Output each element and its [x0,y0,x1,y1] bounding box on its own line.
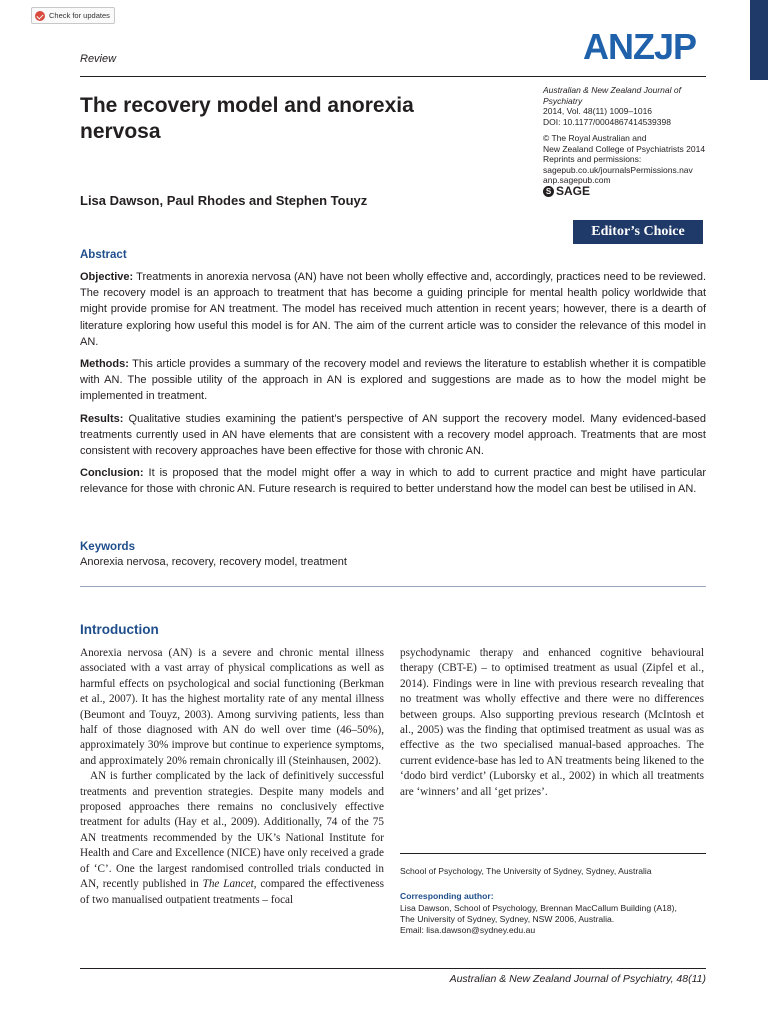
journal-meta [543,85,718,186]
abstract-objective [80,269,706,350]
methods-label: Methods: [80,358,129,371]
abstract-divider [80,586,706,587]
journal-color-bar [750,0,768,80]
intro-paragraph-2 [80,769,384,908]
affiliation-text: School of Psychology, The University of Sydney, Sydney, Australia [400,866,652,876]
sage-icon: S [543,186,554,197]
body-column-left [80,646,384,908]
keywords-text: Anorexia nervosa, recovery, recovery model, treatment [80,556,347,568]
intro-paragraph-1: Anorexia nervosa (AN) is a severe and chronic mental illness associated with a vast array of physical complications as well as harmful effects on psychological and social functioning (Berkman et al., 2007). It has the highest mortality rate of any mental illness (Beumont and Touyz, 2003). Among surviving patients, less than half of those diagnosed with AN do well over time (46–50%), approximately 30% improve but continue to experience symptoms, and approximately 20% remain chronically ill (Steinhausen, 2002). [80,647,384,767]
affiliation-divider [400,853,706,854]
abstract-methods [80,356,706,405]
abstract-heading: Abstract [80,249,127,261]
objective-label: Objective: [80,271,134,283]
publisher-name: SAGE [556,184,591,198]
keywords-heading: Keywords [80,541,135,553]
conclusion-label: Conclusion: [80,467,144,480]
intro-p2-text-a: AN is further complicated by the lack of definitively successful treatments and prevention strategies. Despite many models and proposed approaches there remains no conclusively effective treatment for adults (Hay et al., 2009). Additionally, 74 of the 75 AN treatments recommended by the UK’s National Institute for Health and Care and Excellence (NICE) have only received a grade of ‘C’. One the largest randomised controlled trials conducted in AN, recently published in [80,770,384,891]
introduction-heading: Introduction [80,622,159,637]
results-label: Results: [80,412,124,425]
corr-line-1: Lisa Dawson, School of Psychology, Brennan MacCallum Building (A18), [400,903,677,913]
intro-p2-journal: The Lancet [202,878,254,891]
journal-logo: ANZJP [583,26,697,67]
body-column-right [400,646,704,800]
corresponding-author-heading: Corresponding author: [400,891,494,901]
meta-journal: Australian & New Zealand Journal of Psychiatry [543,85,681,106]
meta-reprints-link[interactable]: sagepub.co.uk/journalsPermissions.nav [543,164,693,175]
meta-copyright-1: © The Royal Australian and [543,133,647,143]
page-footer: Australian & New Zealand Journal of Psychiatry, 48(11) [449,973,706,985]
editors-choice-badge: Editor’s Choice [573,220,703,244]
results-text: Qualitative studies examining the patient’s perspective of AN support the recovery model. Many evidenced-based treatments currently used in AN have elements that are consistent with a recovery model approach. Treatments that are most consistent with recovery approaches have been effective for those with chronic AN. [80,412,707,458]
corresponding-author [400,903,706,936]
abstract-conclusion [80,465,706,497]
conclusion-text: It is proposed that the model might offer a way in which to add to current practice and might have particular relevance for those with chronic AN. Future research is required to better understand how the model can best be utilised in AN. [80,467,706,496]
intro-p2-text-b: , compared the effectiveness of two manualised outpatient treatments – focal [80,878,384,906]
header-divider [80,76,706,77]
meta-doi[interactable]: DOI: 10.1177/0004867414539398 [543,116,671,127]
article-title: The recovery model and anorexia nervosa [80,94,414,143]
publisher-logo [543,184,590,198]
meta-site-link[interactable]: anp.sagepub.com [543,175,611,185]
check-circle-icon [35,11,45,21]
footer-divider [80,968,706,969]
check-for-updates-button[interactable] [31,7,115,24]
meta-reprints: Reprints and permissions: [543,154,642,164]
objective-text: Treatments in anorexia nervosa (AN) have not been wholly effective and, accordingly, practices need to be reviewed. The recovery model is an approach to treatment that has become a guiding principle for mental health policy worldwide that might provide promise for AN treatment. The model has received much attention in recent years; however, there is a dearth of literature exploring how useful this model is for AN. The aim of the current article was to consider the relevance of this model in AN. [80,271,706,348]
abstract-section [80,249,706,498]
meta-volume: 2014, Vol. 48(11) 1009–1016 [543,106,653,116]
intro-paragraph-3: psychodynamic therapy and enhanced cognitive behavioural therapy (CBT-E) – to optimised treatment as usual (Zipfel et al., 2014). Findings were in line with previous research revealing that no treatment was wholly effective and there were no differences between groups. Also supporting previous research (McIntosh et al., 2005) was the finding that optimised treatment as usual was as effective as the two specialised manual-based approaches. The current evidence-base has led to AN treatments being likened to the ‘dodo bird verdict’ (Luborsky et al., 2002) in which all treatments are ‘winners’ and all ‘get prizes’. [400,647,704,798]
section-label: Review [80,53,117,65]
check-for-updates-label: Check for updates [49,11,110,20]
meta-copyright-2: New Zealand College of Psychiatrists 2014 [543,143,706,154]
article-authors: Lisa Dawson, Paul Rhodes and Stephen Touyz [80,193,368,208]
corr-email[interactable]: Email: lisa.dawson@sydney.edu.au [400,925,536,935]
methods-text: This article provides a summary of the recovery model and reviews the literature to establish whether it is compatible with AN. The possible utility of the approach in AN is explored and suggestions are made as to how the model might be implemented in treatment. [80,358,707,403]
corr-line-2: The University of Sydney, Sydney, NSW 2006, Australia. [400,914,615,924]
abstract-results [80,411,706,460]
